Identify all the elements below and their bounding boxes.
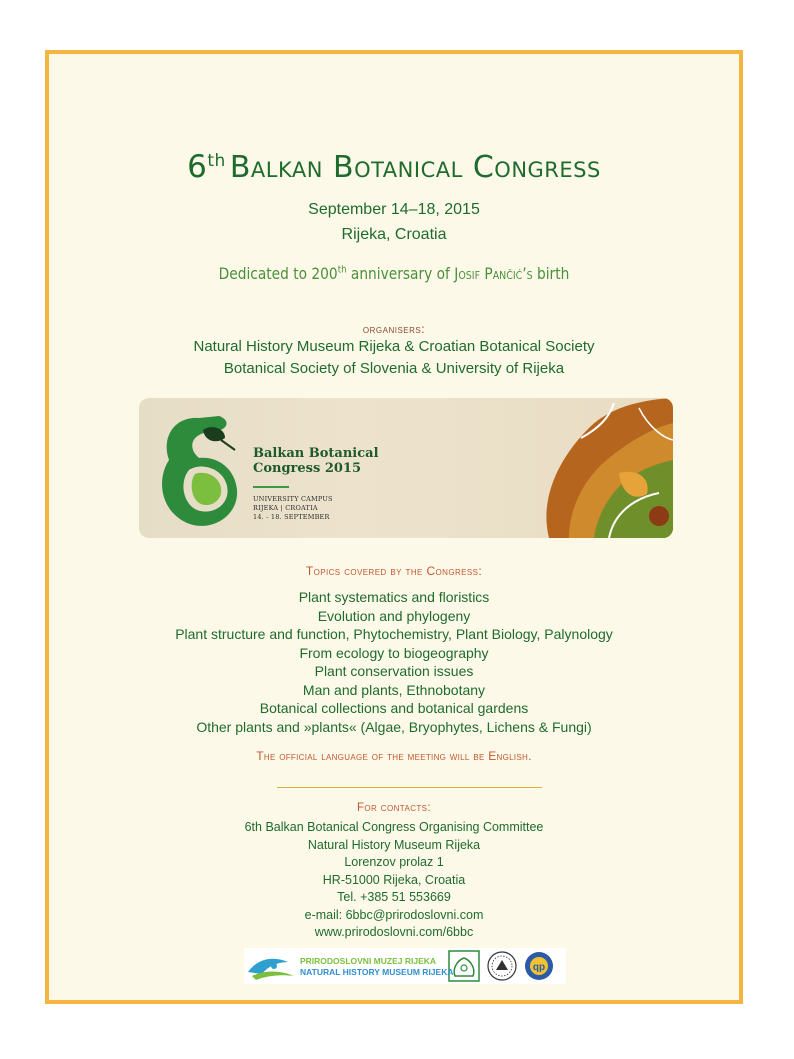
title-number: 6	[187, 149, 208, 185]
svg-text:qp: qp	[532, 962, 546, 973]
event-date: September 14–18, 2015	[308, 201, 480, 218]
event-location: Rijeka, Croatia	[341, 226, 447, 243]
banner-title	[253, 446, 379, 476]
contact-phone: Tel. +385 51 553669	[337, 890, 451, 904]
banner-sub-line-3: 14. - 18. SEPTEMBER	[253, 513, 330, 521]
banner-divider	[253, 486, 289, 488]
banner-subtitle	[253, 495, 333, 522]
organisers-line-2: Botanical Society of Slovenia & University of Rijeka	[223, 360, 565, 377]
university-rijeka-icon	[525, 952, 553, 980]
title-superscript: th	[207, 151, 226, 171]
topic-item: Plant structure and function, Phytochemistry, Plant Biology, Palynology	[175, 626, 613, 642]
logo-strip	[244, 948, 566, 984]
contact-website[interactable]: www.prirodoslovni.com/6bbc	[314, 925, 474, 939]
slovenian-botanical-society-icon	[488, 952, 516, 980]
dedication-mid: anniversary of	[346, 264, 455, 283]
congress-banner	[139, 398, 673, 538]
banner-title-line-1: Balkan Botanical	[253, 446, 379, 461]
topics-list	[49, 588, 739, 736]
leaf-artwork-icon	[546, 398, 673, 538]
museum-name-en: NATURAL HISTORY MUSEUM RIJEKA	[300, 967, 454, 977]
contact-line: Natural History Museum Rijeka	[307, 837, 481, 852]
logo-graphics	[244, 948, 566, 984]
topic-item: Man and plants, Ethnobotany	[302, 681, 486, 698]
dedication-post: birth	[532, 264, 570, 283]
contacts-block	[49, 819, 739, 942]
dedication-name: Josif Pančić’s	[454, 264, 533, 283]
language-note: The official language of the meeting will be English.	[256, 749, 532, 763]
museum-name-hr: PRIRODOSLOVNI MUZEJ RIJEKA	[300, 956, 437, 966]
organisers-heading: organisers:	[362, 322, 426, 336]
title-text: Balkan Botanical Congress	[229, 150, 601, 185]
topic-item: Plant systematics and floristics	[298, 589, 490, 605]
contact-line: Lorenzov prolaz 1	[344, 855, 444, 869]
topic-item: Evolution and phylogeny	[317, 607, 471, 624]
dedication-pre: Dedicated to 200	[218, 264, 338, 283]
banner-title-line-2: Congress 2015	[253, 461, 362, 476]
topic-item: From ecology to biogeography	[299, 644, 489, 661]
topic-item: Plant conservation issues	[314, 663, 474, 679]
topic-item: Botanical collections and botanical gardens	[259, 700, 529, 716]
congress-logo-icon	[162, 416, 237, 526]
dedication-sup: th	[337, 264, 347, 276]
topics-heading: Topics covered by the Congress:	[305, 564, 483, 578]
banner-sub-line-2: RIJEKA | CROATIA	[253, 504, 318, 512]
page-title	[49, 149, 739, 185]
museum-logo-icon	[248, 959, 294, 980]
banner-artwork	[139, 398, 673, 538]
dedication	[97, 264, 690, 283]
croatian-botanical-society-icon	[449, 951, 479, 981]
organisers-line-1: Natural History Museum Rijeka & Croatian Botanical Society	[193, 338, 595, 355]
poster-frame	[45, 50, 743, 1004]
section-divider	[277, 787, 542, 788]
contacts-heading: For contacts:	[356, 802, 432, 814]
banner-sub-line-1: UNIVERSITY CAMPUS	[253, 495, 333, 503]
contact-line: HR-51000 Rijeka, Croatia	[322, 872, 466, 887]
contact-email[interactable]: e-mail: 6bbc@prirodoslovni.com	[304, 907, 484, 922]
topic-item: Other plants and »plants« (Algae, Bryophytes, Lichens & Fungi)	[196, 718, 592, 735]
contact-line: 6th Balkan Botanical Congress Organising Committee	[244, 820, 544, 834]
